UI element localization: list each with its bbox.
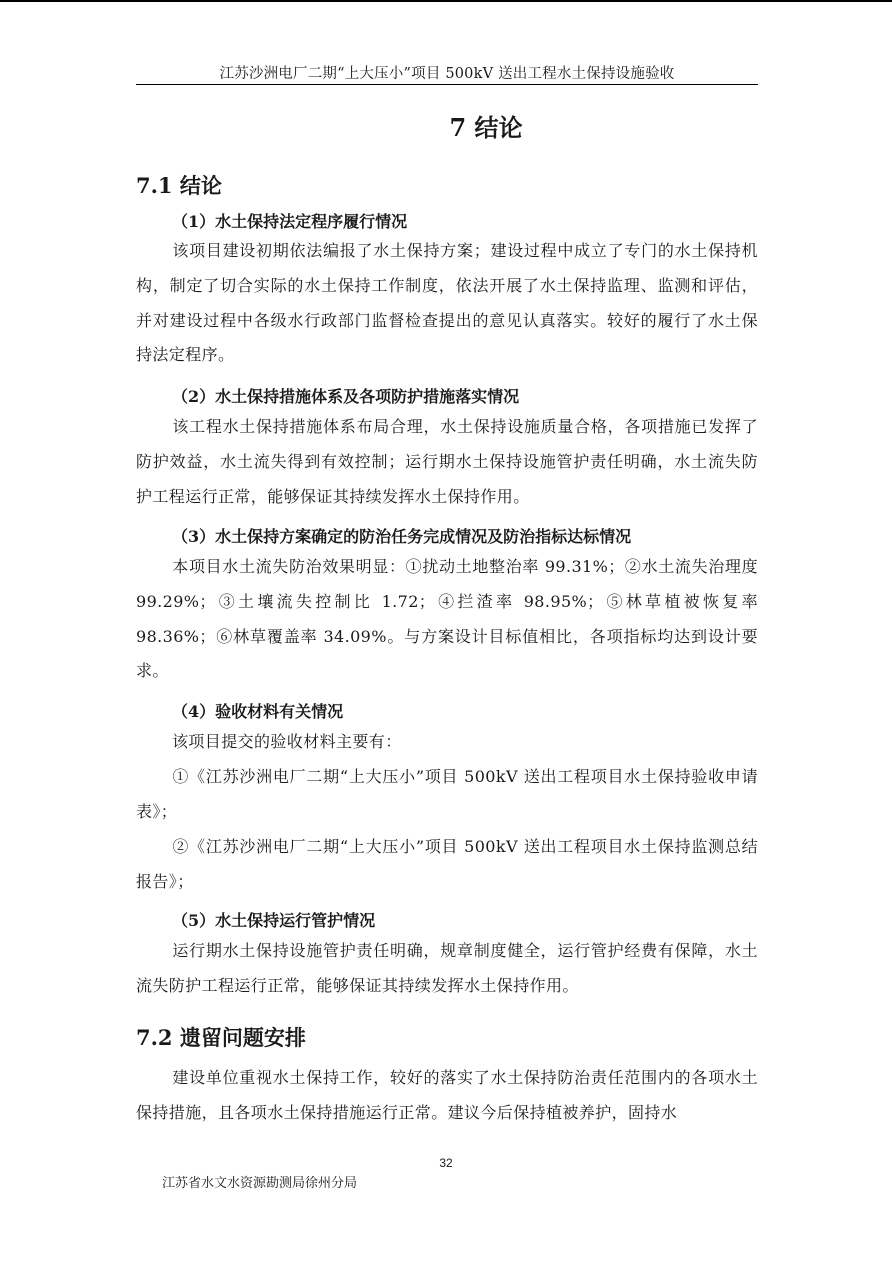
section-7-1-title: 7.1 结论 (136, 173, 222, 198)
section-7-2-title: 7.2 遗留问题安排 (136, 1025, 306, 1050)
item-5-paragraph-text: 运行期水土保持设施管护责任明确，规章制度健全，运行管护经费有保障，水土流失防护工程运行正常，能够保证其持续发挥水土保持作用。 (136, 941, 758, 995)
item-1-paragraph-text: 该项目建设初期依法编报了水土保持方案；建设过程中成立了专门的水土保持机构，制定了切合实际的水土保持工作制度，依法开展了水土保持监理、监测和评估，并对建设过程中各级水行政部门监督检查提出的意见认真落实。较好的履行了水土保持法定程序。 (136, 241, 758, 365)
header-divider (136, 84, 758, 85)
item-5-paragraph (136, 934, 758, 1004)
item-3-paragraph-text: 本项目水土流失防治效果明显：①扰动土地整治率 99.31%；②水土流失治理度 99.29%；③土壤流失控制比 1.72；④拦渣率 98.95%；⑤林草植被恢复率 98.36%；⑥林草覆盖率 34.09%。与方案设计目标值相比，各项指标均达到设计要求。 (136, 557, 758, 681)
item-2-heading: （2）水土保持措施体系及各项防护措施落实情况 (172, 387, 520, 406)
item-4-material-2 (136, 830, 758, 900)
page-number: 32 (439, 1156, 453, 1170)
item-4-material-1-text: ①《江苏沙洲电厂二期“上大压小”项目 500kV 送出工程项目水土保持验收申请表》； (136, 767, 758, 821)
running-header: 江苏沙洲电厂二期“上大压小”项目 500kV 送出工程水土保持设施验收 (219, 66, 675, 82)
section-7-2-paragraph-text: 建设单位重视水土保持工作，较好的落实了水土保持防治责任范围内的各项水土保持措施，且各项水土保持措施运行正常。建议今后保持植被养护，固持水 (136, 1068, 758, 1122)
page-top-border (0, 0, 892, 2)
item-4-intro (136, 725, 758, 760)
item-3-heading: （3）水土保持方案确定的防治任务完成情况及防治指标达标情况 (172, 527, 632, 546)
item-4-heading: （4）验收材料有关情况 (172, 702, 344, 721)
footer-organization: 江苏省水文水资源勘测局徐州分局 (162, 1176, 358, 1191)
item-2-paragraph-text: 该工程水土保持措施体系布局合理，水土保持设施质量合格，各项措施已发挥了防护效益，水土流失得到有效控制；运行期水土保持设施管护责任明确，水土流失防护工程运行正常，能够保证其持续发挥水土保持作用。 (136, 417, 758, 506)
item-4-material-1 (136, 760, 758, 830)
section-7-2-paragraph (136, 1061, 758, 1131)
item-4-material-2-text: ②《江苏沙洲电厂二期“上大压小”项目 500kV 送出工程项目水土保持监测总结报告》； (136, 837, 758, 891)
item-1-heading: （1）水土保持法定程序履行情况 (172, 212, 408, 231)
chapter-title: 7 结论 (449, 113, 523, 142)
item-2-paragraph (136, 410, 758, 514)
item-1-paragraph (136, 234, 758, 373)
item-4-intro-text: 该项目提交的验收材料主要有： (172, 732, 402, 751)
item-5-heading: （5）水土保持运行管护情况 (172, 911, 376, 930)
item-3-paragraph (136, 550, 758, 689)
